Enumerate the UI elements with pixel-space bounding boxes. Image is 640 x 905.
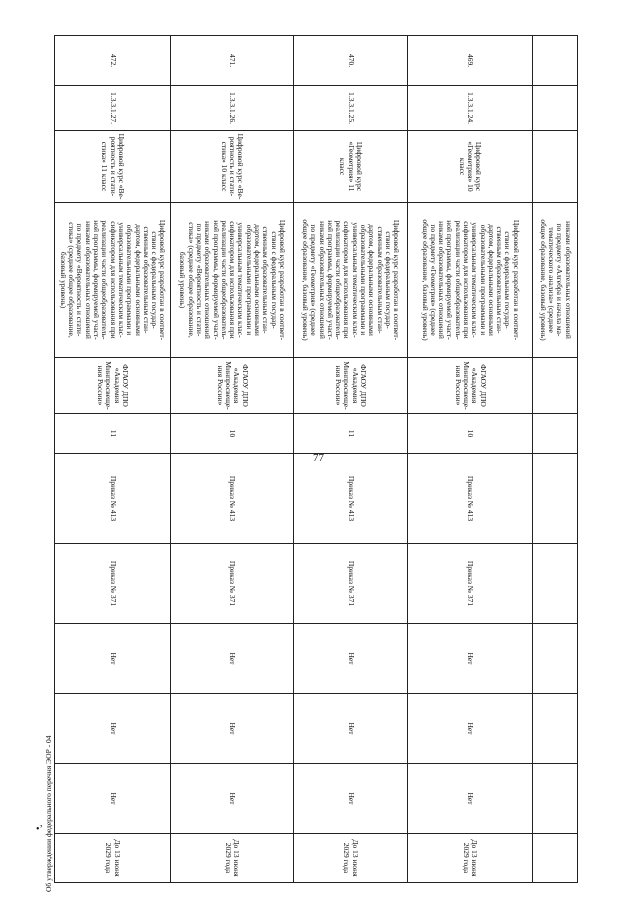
table-row: [55, 36, 171, 883]
desc-line: образовательными программами и: [478, 224, 488, 336]
cell-organization: [408, 358, 533, 414]
name-line: Цифровой курс «Ве-: [116, 133, 126, 200]
desc-line: дартом, федеральными основными: [486, 224, 496, 336]
cell-col8: Нет: [294, 624, 408, 694]
cell-grade: 10: [408, 414, 533, 454]
name-line: класс: [338, 157, 348, 176]
desc-line: универсальным тематическим клас-: [236, 222, 246, 338]
cell-col9: Нет: [171, 694, 294, 764]
cell-organization: [294, 358, 408, 414]
desc-line: ной программы, формируемой участ-: [211, 220, 221, 340]
desc-line: ной программы, формируемой участ-: [92, 220, 102, 340]
org-line: «Академия: [470, 367, 480, 404]
cell-order-2: [533, 544, 578, 624]
eor-list-table: [54, 35, 578, 883]
cell-term: [533, 834, 578, 883]
desc-line: универсальным тематическим клас-: [116, 222, 126, 338]
footer-note: Об утверждении федерального перечня ЭОР - 04: [44, 735, 53, 892]
desc-line: реализации части общеобразователь-: [219, 220, 229, 340]
org-line: ФГАОУ ДПО: [121, 364, 131, 407]
desc-line: ствии с федеральным государ-: [269, 231, 279, 329]
rotated-table-container: [55, 0, 578, 900]
cell-col10: [533, 764, 578, 834]
name-line: «Геометрия» 10: [466, 141, 476, 192]
cell-col8: [533, 624, 578, 694]
desc-line: дартом, федеральными основными: [367, 224, 377, 336]
cell-col9: [533, 694, 578, 764]
desc-line: сификатором для использования при: [462, 221, 471, 339]
org-line: Минпросвеще-: [342, 361, 352, 410]
cell-col10: Нет: [294, 764, 408, 834]
cell-name: [55, 131, 171, 203]
desc-line: ной программы, формируемой участ-: [445, 220, 455, 340]
desc-line: Цифровой курс разработан в соответ-: [511, 219, 521, 341]
org-line: ФГАОУ ДПО: [478, 364, 488, 407]
cell-organization: [55, 358, 171, 414]
org-line: Минпросвеще-: [224, 361, 233, 410]
cell-term: [294, 834, 408, 883]
desc-line: никами образовательных отношений: [203, 221, 213, 339]
cell-order-1: Приказ № 413: [294, 454, 408, 544]
cell-col10: Нет: [408, 764, 533, 834]
cell-col8: Нет: [55, 624, 171, 694]
cell-num: 471.: [171, 36, 294, 86]
desc-line: ствии с федеральным государ-: [383, 231, 393, 329]
org-line: «Академия: [350, 367, 360, 404]
desc-line: по предмету «Вероятность и стати-: [75, 223, 85, 337]
desc-line: дартом, федеральными основными: [133, 224, 143, 336]
cell-col9: Нет: [408, 694, 533, 764]
desc-line: Цифровой курс разработан в соответ-: [277, 219, 287, 341]
desc-line: никами образовательных отношений: [317, 221, 327, 339]
org-line: ния России»: [334, 365, 344, 406]
name-line: роятность и стати-: [108, 136, 118, 197]
desc-line: общее образование, базовый уровень): [538, 219, 548, 341]
cell-col9: Нет: [55, 694, 171, 764]
desc-line: никами образовательных отношений: [83, 221, 93, 339]
org-line: ния России»: [96, 365, 106, 406]
desc-line: универсальным тематическим клас-: [350, 222, 360, 338]
page-number: 77: [313, 452, 324, 464]
term-line: До 13 июня: [470, 839, 480, 877]
cell-order-2: Приказ № 371: [171, 544, 294, 624]
desc-line: общее образование, базовый уровень): [420, 219, 430, 341]
desc-line: сификатором для использования при: [228, 221, 238, 339]
desc-line: ственным образовательным стан-: [261, 226, 271, 334]
desc-line: ствии с федеральным государ-: [150, 231, 160, 329]
org-line: ния России»: [453, 365, 463, 406]
desc-line: по предмету «Геометрия» (среднее: [309, 224, 319, 336]
cell-organization: [533, 358, 578, 414]
table-row-continuation: [533, 36, 578, 883]
name-line: класс: [457, 157, 467, 176]
cell-col8: Нет: [171, 624, 294, 694]
name-line: Цифровой курс: [354, 141, 364, 192]
cell-order-1: Приказ № 413: [171, 454, 294, 544]
cell-grade: 11: [294, 414, 408, 454]
desc-line: образовательными программами и: [125, 224, 135, 336]
desc-line: дартом, федеральными основными: [253, 224, 263, 336]
name-line: стика» 11 класс: [100, 141, 110, 192]
desc-line: никами образовательных отношений: [437, 221, 447, 339]
org-line: Минпросвеще-: [462, 361, 471, 410]
desc-line: никами образовательных отношений: [563, 221, 573, 339]
cell-term: [408, 834, 533, 883]
desc-line: по предмету «Геометрия» (среднее: [428, 224, 438, 336]
cell-code: 1.3.3.1.27.: [55, 86, 171, 131]
cell-num: 472.: [55, 36, 171, 86]
term-line: До 13 июня: [112, 839, 122, 877]
cell-code: [533, 86, 578, 131]
table-row: [294, 36, 408, 883]
cell-num: [533, 36, 578, 86]
org-line: ФГАОУ ДПО: [240, 364, 250, 407]
desc-line: реализации части общеобразователь-: [453, 220, 463, 340]
cell-description: [294, 203, 408, 358]
org-line: «Академия: [112, 367, 122, 404]
desc-line: ной программы, формируемой участ-: [325, 220, 335, 340]
cell-order-2: Приказ № 371: [408, 544, 533, 624]
desc-line: тематического анализа» (среднее: [547, 227, 556, 333]
cell-name: [294, 131, 408, 203]
org-line: ФГАОУ ДПО: [359, 364, 369, 407]
cell-term: [171, 834, 294, 883]
org-line: ния России»: [215, 365, 225, 406]
desc-line: по предмету «Алгебра и начала ма-: [555, 223, 565, 337]
name-line: Цифровой курс: [474, 141, 484, 192]
cell-code: 1.3.3.1.24.: [408, 86, 533, 131]
cell-col9: Нет: [294, 694, 408, 764]
term-line: 2029 года: [342, 842, 352, 874]
cell-code: 1.3.3.1.25.: [294, 86, 408, 131]
table-row: [171, 36, 294, 883]
cell-description: [55, 203, 171, 358]
name-line: Цифровой курс «Ве-: [236, 133, 246, 200]
org-line: Минпросвеще-: [104, 361, 114, 410]
desc-line: базовый уровень): [58, 251, 68, 309]
cell-order-1: [533, 454, 578, 544]
desc-line: реализации части общеобразователь-: [100, 220, 110, 340]
scan-corner-mark: •ʼ: [36, 824, 43, 835]
org-line: «Академия: [232, 367, 242, 404]
desc-line: общее образование, базовый уровень): [301, 219, 311, 341]
cell-code: 1.3.3.1.26.: [171, 86, 294, 131]
desc-line: образовательными программами и: [359, 224, 369, 336]
name-line: «Геометрия» 11: [346, 141, 356, 192]
desc-line: Цифровой курс разработан в соответ-: [392, 219, 402, 341]
desc-line: ственным образовательным стан-: [375, 226, 385, 334]
desc-line: базовый уровень): [178, 251, 188, 309]
cell-order-1: Приказ № 413: [55, 454, 171, 544]
desc-line: стика» (среднее общее образование,: [186, 222, 196, 338]
cell-col8: Нет: [408, 624, 533, 694]
desc-line: универсальным тематическим клас-: [470, 222, 480, 338]
cell-term: [55, 834, 171, 883]
name-line: стика» 10 класс: [219, 141, 229, 192]
cell-num: 469.: [408, 36, 533, 86]
desc-line: стика» (среднее общее образование,: [67, 222, 77, 338]
cell-description: [533, 203, 578, 358]
cell-num: 470.: [294, 36, 408, 86]
cell-order-2: Приказ № 371: [294, 544, 408, 624]
cell-col10: Нет: [55, 764, 171, 834]
desc-line: реализации части общеобразователь-: [334, 220, 344, 340]
desc-line: по предмету «Вероятность и стати-: [194, 223, 204, 337]
desc-line: сификатором для использования при: [342, 221, 352, 339]
cell-order-2: Приказ № 371: [55, 544, 171, 624]
desc-line: Цифровой курс разработан в соответ-: [158, 219, 168, 341]
term-line: 2029 года: [224, 842, 233, 874]
cell-name: [171, 131, 294, 203]
cell-grade: 10: [171, 414, 294, 454]
name-line: роятность и стати-: [228, 136, 238, 197]
cell-order-1: Приказ № 413: [408, 454, 533, 544]
term-line: До 13 июня: [232, 839, 242, 877]
cell-grade: 11: [55, 414, 171, 454]
term-line: 2029 года: [104, 842, 114, 874]
cell-col10: Нет: [171, 764, 294, 834]
cell-description: [408, 203, 533, 358]
desc-line: ственным образовательным стан-: [495, 226, 505, 334]
cell-description: [171, 203, 294, 358]
term-line: 2029 года: [462, 842, 471, 874]
desc-line: образовательными программами и: [244, 224, 254, 336]
term-line: До 13 июня: [350, 839, 360, 877]
desc-line: сификатором для использования при: [108, 221, 118, 339]
cell-name: [408, 131, 533, 203]
cell-name: [533, 131, 578, 203]
cell-grade: [533, 414, 578, 454]
desc-line: ственным образовательным стан-: [141, 226, 151, 334]
table-row: [408, 36, 533, 883]
cell-organization: [171, 358, 294, 414]
desc-line: ствии с федеральным государ-: [503, 231, 513, 329]
